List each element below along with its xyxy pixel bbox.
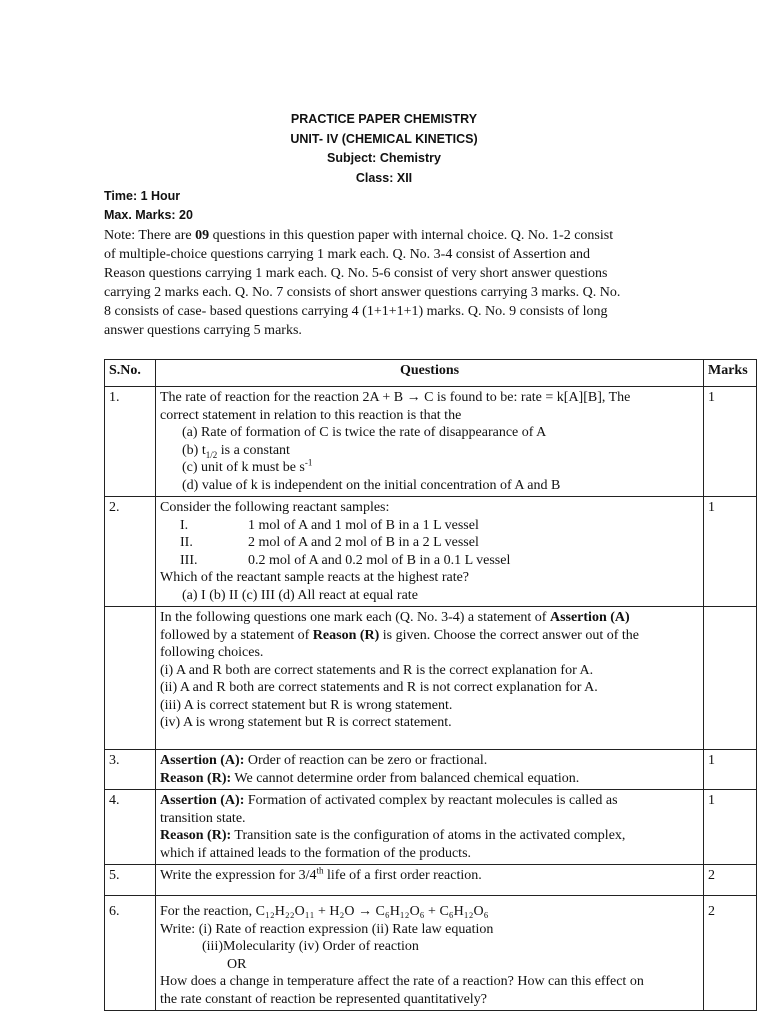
choice-iii: (iii) A is correct statement but R is wrong statement. bbox=[160, 697, 453, 713]
paper-heading bbox=[0, 110, 768, 188]
note-line: carrying 2 marks each. Q. No. 7 consists of short answer questions carrying 3 marks. Q. No. bbox=[104, 285, 621, 300]
question-marks: 1 bbox=[704, 750, 757, 790]
question-marks: 2 bbox=[704, 865, 757, 896]
time-label: Time: 1 Hour bbox=[104, 189, 181, 203]
or-separator: OR bbox=[227, 956, 247, 972]
instructions-note bbox=[104, 226, 669, 340]
question-text: Assertion (A): Formation of activated complex by reactant molecules is called as transition state. Reason (R): Transition sate is the configuration of atoms in the activated complex, which if attained leads to the formation of the products. bbox=[156, 790, 704, 865]
question-marks: 1 bbox=[704, 790, 757, 865]
question-text bbox=[156, 387, 704, 497]
question-number: 2. bbox=[105, 497, 156, 607]
question-number: 5. bbox=[105, 865, 156, 896]
table-header-row bbox=[105, 360, 757, 387]
option-a: (a) Rate of formation of C is twice the rate of disappearance of A bbox=[182, 425, 547, 440]
assertion-reason-instructions: In the following questions one mark each (Q. No. 3-4) a statement of Assertion (A) followed by a statement of Reason (R) is given. Choose the correct answer out of the following choices. (i) A and R both are correct statements and R is the correct explanation for A. (ii) A and R both are correct statements and R is not correct explanation for A. (iii) A is correct statement but R is wrong statement. (iv) A is wrong statement but R is correct statement. bbox=[156, 607, 704, 750]
sample-ii: II. 2 mol of A and 2 mol of B in a 2 L vessel bbox=[180, 535, 479, 550]
table-row bbox=[105, 790, 757, 865]
reaction-equation: For the reaction, C₁₂H₂₂O₁₁ + H₂O → C₆H₁₂O₆ + C₆H₁₂O₆ bbox=[160, 904, 489, 919]
table-row bbox=[105, 896, 757, 1011]
note-line: 8 consists of case- based questions carrying 4 (1+1+1+1) marks. Q. No. 9 consists of long bbox=[104, 304, 608, 319]
table-row bbox=[105, 865, 757, 896]
option-b: (b) $t_{1/2}$ is a constant bbox=[182, 442, 290, 460]
question-line: Consider the following reactant samples: bbox=[160, 500, 390, 515]
table-row bbox=[105, 497, 757, 607]
question-number: 6. bbox=[105, 896, 156, 1011]
paper-subject: Subject: Chemistry bbox=[327, 151, 441, 165]
question-line: correct statement in relation to this reaction is that the bbox=[160, 407, 462, 423]
option-c: (c) unit of k must be $s^{-1}$ bbox=[182, 457, 313, 475]
question-line: Which of the reactant sample reacts at the highest rate? bbox=[160, 570, 470, 585]
paper-title: PRACTICE PAPER CHEMISTRY bbox=[290, 112, 478, 126]
question-line: The rate of reaction for the reaction 2A + B → C is found to be: rate = k[A][B], The bbox=[160, 390, 631, 405]
header-questions: Questions bbox=[156, 360, 704, 387]
note-text: questions in this question paper with internal choice. Q. No. 1-2 consist bbox=[209, 228, 614, 243]
questions-table bbox=[104, 359, 757, 1011]
question-marks: 1 bbox=[704, 497, 757, 607]
question-number: 3. bbox=[105, 750, 156, 790]
question-text bbox=[156, 497, 704, 607]
table-row bbox=[105, 387, 757, 497]
question-text: Write the expression for 3/4th life of a first order reaction. bbox=[156, 865, 704, 896]
note-line: of multiple-choice questions carrying 1 mark each. Q. No. 3-4 consist of Assertion and bbox=[104, 247, 590, 262]
choice-ii: (ii) A and R both are correct statements and R is not correct explanation for A. bbox=[160, 680, 598, 695]
note-line: answer questions carrying 5 marks. bbox=[104, 323, 302, 338]
choice-iv: (iv) A is wrong statement but R is correct statement. bbox=[160, 715, 452, 730]
option-d: (d) value of k is independent on the initial concentration of A and B bbox=[182, 477, 561, 493]
header-sno: S.No. bbox=[105, 360, 156, 387]
sample-i: I. 1 mol of A and 1 mol of B in a 1 L vessel bbox=[180, 517, 479, 533]
sample-iii: III. 0.2 mol of A and 0.2 mol of B in a 0.1 L vessel bbox=[180, 552, 511, 568]
table-row bbox=[105, 607, 757, 750]
question-marks: 1 bbox=[704, 387, 757, 497]
paper-class: Class: XII bbox=[355, 170, 413, 185]
question-number: 4. bbox=[105, 790, 156, 865]
question-marks: 2 bbox=[704, 896, 757, 1011]
answer-options: (a) I (b) II (c) III (d) All react at equal rate bbox=[182, 587, 418, 603]
paper-unit: UNIT- IV (CHEMICAL KINETICS) bbox=[290, 131, 478, 146]
question-text: Assertion (A): Order of reaction can be zero or fractional. Reason (R): We cannot determine order from balanced chemical equation. bbox=[156, 750, 704, 790]
question-number: 1. bbox=[105, 387, 156, 497]
choice-i: (i) A and R both are correct statements and R is the correct explanation for A. bbox=[160, 662, 594, 678]
paper-meta bbox=[104, 187, 193, 225]
question-count: 09 bbox=[195, 228, 210, 243]
max-marks-label: Max. Marks: 20 bbox=[104, 208, 193, 222]
question-text: For the reaction, C₁₂H₂₂O₁₁ + H₂O → C₆H₁₂O₆ + C₆H₁₂O₆ Write: (i) Rate of reaction expression (ii) Rate law equation (iii)Molecularity (iv) Order of reaction OR How does a change in temperature affect the rate of a reaction? How can this effect on the rate constant of reaction be represented quantitatively? bbox=[156, 896, 704, 1011]
note-line: Reason questions carrying 1 mark each. Q. No. 5-6 consist of very short answer questions bbox=[104, 266, 608, 281]
table-row bbox=[105, 750, 757, 790]
header-marks: Marks bbox=[704, 360, 757, 387]
note-text: Note: There are bbox=[104, 228, 196, 243]
